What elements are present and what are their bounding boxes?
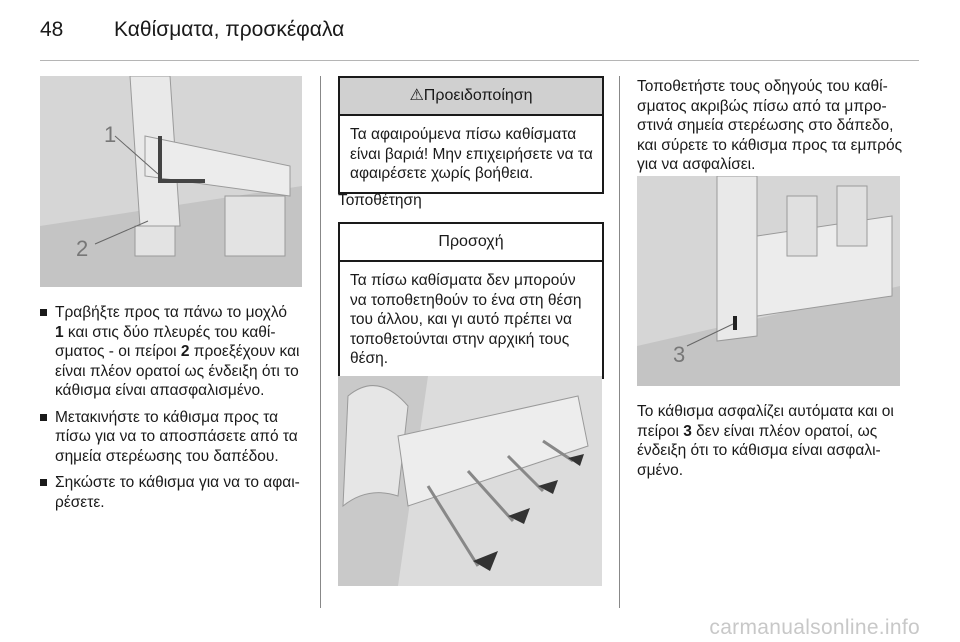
seat-installation-illustration [338,376,602,586]
installation-heading: Τοποθέτηση [338,192,422,209]
bullet-icon [40,414,47,421]
installation-instructions: Τοποθετήστε τους οδηγούς του καθί-σματος ακριβώς πίσω από τα μπρο-στινά σημεία στερέωσης στο δάπεδο, και σύρετε το κάθισμα προς τα εμπρός για να ασφαλίσει. [637,78,903,173]
caution-header [340,224,602,262]
seat-locked-pins-illustration [637,176,900,386]
caution-title: Προσοχή [438,233,504,250]
page-header [40,18,344,42]
callout-3: 3 [673,342,686,367]
locked-confirmation-text: Το κάθισμα ασφαλίζει αυτόματα και οι πείροι 3 δεν είναι πλέον ορατοί, ως ένδειξη ότι το κάθισμα είναι ασφαλι-σμένο. [637,403,894,479]
header-rule [40,60,919,61]
seat-release-lever-illustration [40,76,302,287]
page-title: Καθίσματα, προσκέφαλα [114,18,345,41]
callout-1: 1 [104,122,117,147]
column-divider-right [619,76,620,608]
bullet-icon [40,309,47,316]
warning-body: Τα αφαιρούμενα πίσω καθίσματα είναι βαριά! Μην επιχειρήσετε να τα αφαιρέσετε χωρίς βοήθεια. [350,126,593,182]
bullet-icon [40,479,47,486]
warning-triangle-icon: ⚠ [409,87,424,104]
watermark: carmanualsonline.info [709,616,920,639]
page-number: 48 [40,18,64,41]
caution-body: Τα πίσω καθίσματα δεν μπορούν να τοποθετηθούν το ένα στη θέση του άλλου, και γι αυτό πρέπει να τοποθετούνται στην αρχική τους θέση. [350,272,582,367]
step-item: Τραβήξτε προς τα πάνω το μοχλό 1 και στις δύο πλευρές του καθί-σματος - οι πείροι 2 προεξέχουν και είναι πλέον ορατοί ως ένδειξη ότι το κάθισμα είναι απασφαλισμένο. [40,303,305,401]
warning-header [340,78,602,116]
column-divider-left [320,76,321,608]
warning-box [338,76,604,194]
step-item: Μετακινήστε το κάθισμα προς τα πίσω για να το αποσπάσετε από τα σημεία στερέωσης του δαπέδου. [40,408,305,467]
removal-steps [40,303,305,519]
warning-title: Προειδοποίηση [423,87,533,104]
callout-2: 2 [76,236,89,261]
step-item: Σηκώστε το κάθισμα για να το αφαι-ρέσετε. [40,473,305,512]
caution-box [338,222,604,379]
